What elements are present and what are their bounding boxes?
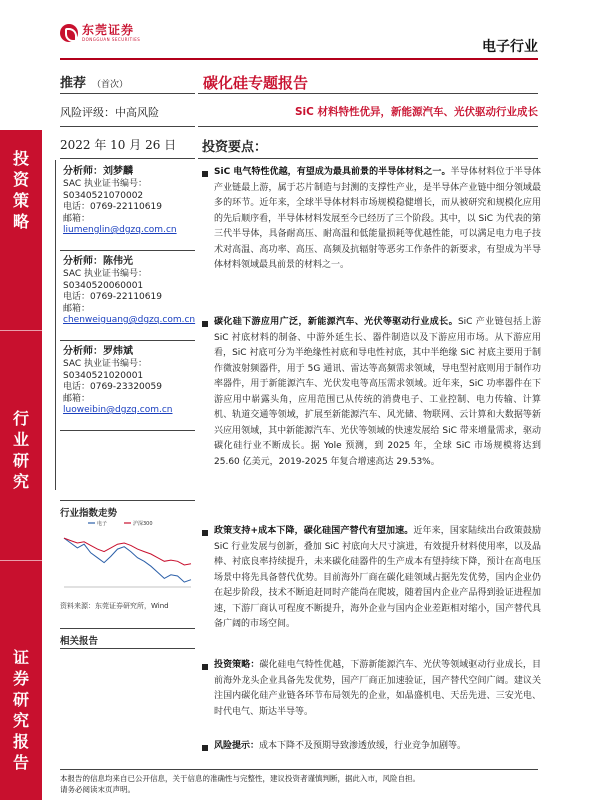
industry-label: 电子行业 [482, 39, 538, 55]
analyst-card [63, 165, 193, 237]
key-point-paragraph [214, 315, 541, 470]
analyst-email-link[interactable]: chenweiguang@dgzq.com.cn [63, 315, 196, 325]
risk-rating: 风险评级：中高风险 [60, 106, 159, 119]
recommendation-value: 推荐 [60, 76, 87, 91]
chart-source: 资料来源：东莞证券研究所，Wind [60, 602, 169, 610]
analyst-name: 分析师：罗炜斌 [63, 346, 133, 357]
analyst-name: 分析师：陈伟光 [63, 256, 133, 267]
key-point-paragraph [214, 165, 541, 274]
key-point-lead: 碳化硅下游应用广泛，新能源汽车、光伏等驱动行业成长。 [214, 317, 458, 327]
logo-icon [60, 24, 78, 42]
report-subtitle: SiC 材料特性优异，新能源汽车、光伏驱动行业成长 [294, 106, 538, 118]
legend-label: 电子 [97, 521, 108, 527]
legend-label: 沪深300 [133, 521, 153, 527]
analyst-cert: S0340521020001 [63, 370, 144, 381]
sidebar-divider [0, 330, 42, 331]
divider [60, 340, 195, 341]
divider [60, 126, 195, 127]
analyst-phone: 电话：0769-22110619 [63, 292, 162, 302]
report-title: 碳化硅专题报告 [203, 74, 309, 92]
divider [198, 93, 538, 94]
series-line-1 [64, 538, 191, 565]
analyst-email-label: 邮箱： [63, 213, 91, 224]
divider [198, 158, 538, 159]
divider [60, 430, 195, 431]
footer-rule [60, 769, 538, 770]
analyst-cert-label: SAC 执业证书编号： [63, 359, 148, 369]
divider [198, 126, 538, 127]
divider [60, 158, 195, 159]
bullet-icon [202, 745, 208, 751]
key-point-lead: 投资策略： [214, 660, 260, 670]
recommendation [60, 72, 128, 91]
key-point-body: 半导体材料位于半导体产业链最上游，属于芯片制造与封测的支撑性产业，是半导体产业链中细分领域最多的环节。近年来，全球半导体材料市场规模稳健增长，而从被研究和规模化应用的先后顺序看，半导体材料发展至今已经历了三个阶段。其中，以 SiC 为代表的第三代半导体，具备耐高压、耐高温和低能量损耗等优越性能，可以满足电力电子技术对高温、高功率、高压、高频及抗辐射等恶劣工作条件的新要求，有望成为半导体材料领域最具前景的材料之一。 [214, 167, 541, 270]
index-trend-chart [60, 518, 195, 593]
bullet-icon [202, 171, 208, 177]
analyst-cert-label: SAC 执业证书编号： [63, 269, 148, 279]
disclaimer [60, 773, 538, 795]
key-point-paragraph [214, 658, 541, 720]
analyst-cert-label: SAC 执业证书编号： [63, 179, 148, 189]
key-point-paragraph [214, 524, 541, 633]
analyst-cert: S0340521070002 [63, 190, 144, 201]
divider [60, 250, 195, 251]
divider [60, 648, 195, 649]
key-point-lead: 风险提示： [214, 741, 260, 751]
disclaimer-line: 请务必阅读末页声明。 [60, 785, 135, 794]
bullet-icon [202, 321, 208, 327]
analyst-card [63, 345, 193, 417]
key-point-lead: SiC 电气特性优越，有望成为最具前景的半导体材料之一。 [214, 167, 451, 177]
key-point-paragraph [214, 739, 541, 755]
key-point-body: 成本下降不及预期导致渗透放缓，行业竞争加剧等。 [259, 741, 467, 751]
recommendation-note: （首次） [92, 80, 129, 90]
bullet-icon [202, 530, 208, 536]
key-point-lead: 政策支持+成本下降，碳化硅国产替代有望加速。 [214, 526, 414, 536]
sidebar-label-strategy: 投资策略 [12, 149, 29, 231]
index-trend-title: 行业指数走势 [60, 508, 118, 519]
disclaimer-line: 本报告的信息均来自已公开信息，关于信息的准确性与完整性，建议投资者谨慎判断，据此入市，风险自担。 [60, 774, 420, 783]
divider [60, 93, 195, 94]
category-sidebar [0, 130, 42, 800]
key-point-body: 近年来，国家陆续出台政策鼓励 SiC 行业发展与创新，叠加 SiC 衬底向大尺寸演进，有效提升材料使用率，以及晶棒、衬底良率持续提升，未来碳化硅器件的生产成本有望持续下降，预计在高电压场景中将先具备替代优势。目前海外厂商在碳化硅领域占据先发优势，国内企业仍在起步阶段，技术不断追赶同时产能尚在爬坡，随着国内企业产品得到验证进程加速，下游厂商认可程度不断提升，海外企业与国内企业差距相对缩小，国产替代具备广阔的市场空间。 [214, 526, 541, 629]
analyst-frame-line [55, 160, 56, 490]
header-rule [60, 58, 538, 60]
analyst-card [63, 255, 196, 327]
divider [60, 628, 195, 629]
analyst-name: 分析师：刘梦麟 [63, 166, 133, 177]
sidebar-label-research: 行业研究 [12, 409, 29, 491]
key-point-body: 碳化硅电气特性优越，下游新能源汽车、光伏等领域驱动行业成长，目前海外龙头企业具备先发优势，国产厂商正加速验证，国产替代空间广阔。建议关注国内碳化硅产业链各环节布局领先的企业，如晶盛机电、天岳先进、三安光电、时代电气、斯达半导等。 [214, 660, 541, 717]
sidebar-divider [0, 560, 42, 561]
analyst-email-link[interactable]: liumenglin@dgzq.com.cn [63, 225, 177, 235]
report-date: 2022 年 10 月 26 日 [60, 138, 177, 152]
logo-name: 东莞证券 [82, 23, 135, 37]
sidebar-label-securities-report: 证券研究报告 [12, 648, 29, 772]
analyst-phone: 电话：0769-23320059 [63, 382, 162, 392]
company-logo [60, 22, 190, 44]
key-point-body: SiC 产业链包括上游 SiC 衬底材料的制备、中游外延生长、器件制造以及下游应用市场。从下游应用看，SiC 衬底可分为半绝缘性衬底和导电性衬底，其中半绝缘 SiC 衬底主要用于制作微波射频器件，用于 5G 通讯、雷达等高频需求领域，导电型衬底则用于制作功率器件，用于新能源汽车、光伏发电等高压需求领域。近年来，SiC 功率器件在下游应用中崭露头角，应用范围已从传统的消费电子、工业控制、电力传输、计算机、轨道交通等领域，扩展至新能源汽车、风光储、物联网、云计算和大数据等新兴应用领域，其中新能源汽车、光伏等领域的快速发展给 SiC 带来增量需求，驱动碳化硅行业不断成长。据 Yole 预测，到 2025 年，全球 SiC 市场规模将达到 25.60 亿美元，2019-2025 年复合增速高达 29.53%。 [214, 317, 541, 467]
key-points-heading: 投资要点： [202, 140, 268, 155]
analyst-email-link[interactable]: luoweibin@dgzq.com.cn [63, 405, 173, 415]
related-reports-title: 相关报告 [60, 636, 99, 647]
logo-english: DONGGUAN SECURITIES [82, 37, 141, 42]
divider [60, 500, 195, 501]
analyst-cert: S0340520060001 [63, 280, 144, 291]
analyst-email-label: 邮箱： [63, 393, 91, 404]
analyst-phone: 电话：0769-22110619 [63, 202, 162, 212]
analyst-email-label: 邮箱： [63, 303, 91, 314]
bullet-icon [202, 664, 208, 670]
